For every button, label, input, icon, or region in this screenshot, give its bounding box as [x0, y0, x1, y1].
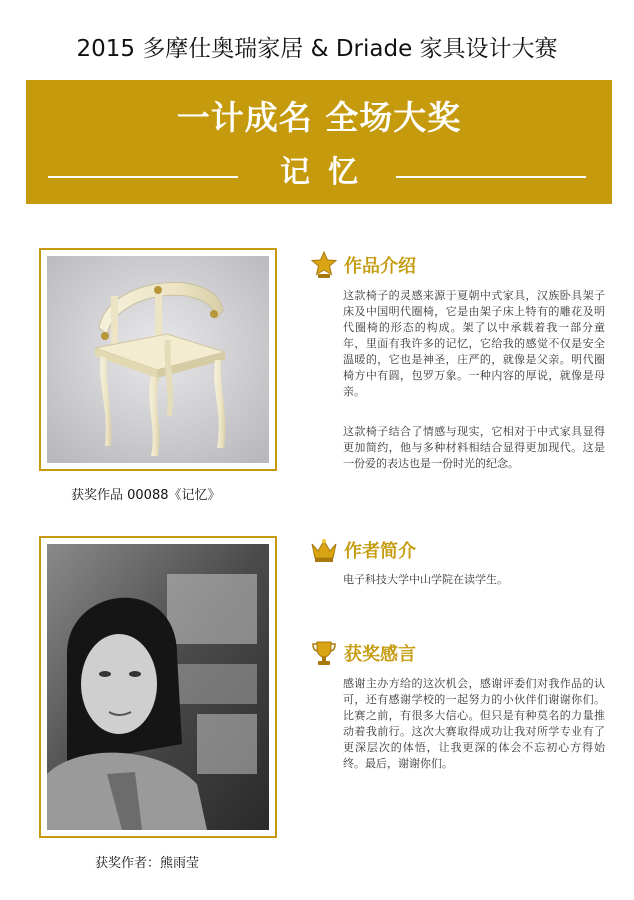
work-caption: 获奖作品 00088《记忆》 [71, 488, 221, 503]
page-title: 2015 多摩仕奥瑞家居 & Driade 家具设计大赛 [76, 36, 558, 62]
bio-paragraph: 电子科技大学中山学院在读学生。 [343, 573, 508, 586]
chair-photo [47, 256, 269, 463]
author-photo [47, 544, 269, 830]
work-photo-frame [39, 248, 277, 471]
star-trophy-icon [310, 251, 338, 279]
author-caption: 获奖作者：熊雨莹 [95, 856, 200, 871]
banner-headline: 一计成名 全场大奖 [176, 98, 462, 137]
speech-paragraph: 感谢主办方给的这次机会，感谢评委们对我作品的认可，还有感谢学校的一起努力的小伙伴们谢谢你们。比赛之前，有很多大信心。但只是有种莫名的力量推动着我前行。这次大赛取得成功让我对所学专业有了更深层次的体悟，让我更深的体会不忘初心方得始终。最后，谢谢你们。 [343, 677, 605, 770]
award-banner [26, 80, 612, 204]
bio-heading [310, 535, 416, 565]
bio-heading-label: 作者简介 [344, 541, 416, 562]
speech-heading-label: 获奖感言 [344, 644, 416, 665]
crown-icon [310, 536, 338, 564]
author-photo-frame [39, 536, 277, 838]
banner-subtitle: 记忆 [280, 155, 376, 190]
trophy-cup-icon [310, 639, 338, 667]
intro-paragraph-1: 这款椅子的灵感来源于夏朝中式家具，汉族卧具架子床及中国明代圈椅，它是由架子床上特有的雕花及明代圈椅的形态的构成。架了以中承载着我一部分童年，里面有我许多的记忆，它给我的感觉不仅是安全温暖的，它也是神圣，庄严的，就像是父亲。明代圈椅方中有圆，包罗万象。一种内容的厚说，就像是母亲。 [343, 289, 605, 398]
intro-paragraph-2: 这款椅子结合了情感与现实，它相对于中式家具显得更加简约，他与多种材料相结合显得更加现代。这是一份爱的表达也是一份时光的纪念。 [343, 425, 605, 470]
chair-image-icon [47, 256, 269, 463]
speech-heading [310, 638, 416, 668]
intro-heading [310, 250, 416, 280]
banner-divider-right [396, 176, 586, 178]
portrait-image-icon [47, 544, 269, 830]
banner-divider-left [48, 176, 238, 178]
intro-heading-label: 作品介绍 [344, 256, 416, 277]
